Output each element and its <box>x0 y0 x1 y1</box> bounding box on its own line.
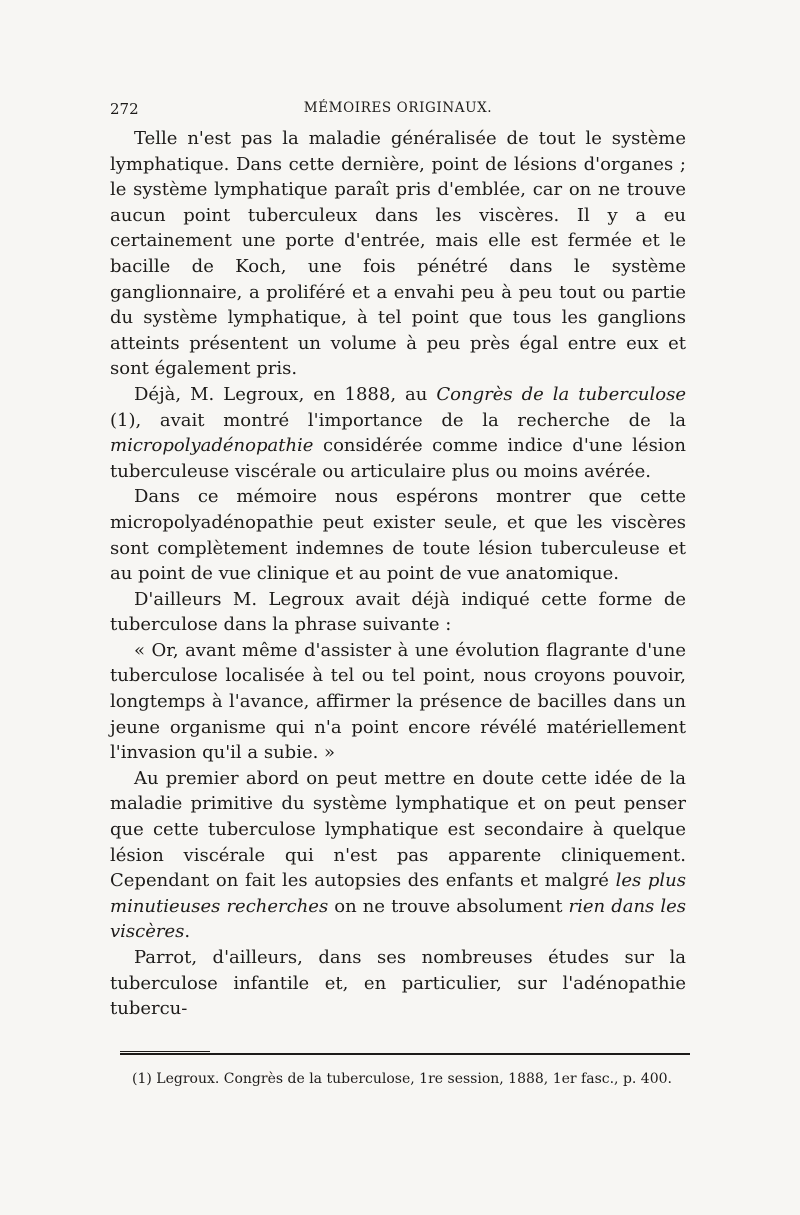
paragraph-2-text: considérée comme indice d'une lésion tuberculeuse viscérale ou articulaire plus ou moins avérée. <box>110 435 686 482</box>
paragraph-3: Dans ce mémoire nous espérons montrer que cette micropolyadénopathie peut exister seule, et que les viscères sont complètement indemnes de toute lésion tuberculeuse et au point de vue clinique et au point de vue anatomique. <box>110 486 686 585</box>
term-micropolyadenopathie: micropolyadénopathie <box>110 435 314 457</box>
paragraph-6-text: Au premier abord on peut mettre en doute cette idée de la maladie primitive du système lymphatique et on peut penser que cette tuberculose lymphatique est secondaire à quelque lésion viscérale qui n'est pas apparente cliniquement. Cependant on fait les autopsies des enfants et malgré <box>110 767 686 892</box>
paragraph-6-text: on ne trouve absolument <box>328 895 569 917</box>
page-number: 272 <box>110 100 139 118</box>
paragraph-2-text: (1), avait montré l'importance de la recherche de la <box>110 409 686 431</box>
paragraph-1: Telle n'est pas la maladie généralisée de tout le système lymphatique. Dans cette dernière, point de lésions d'organes ; le système lymphatique paraît pris d'emblée, car on ne trouve aucun point tuberculeux dans les viscères. Il y a eu certainement une porte d'entrée, mais elle est fermée et le bacille de Koch, une fois pénétré dans le système ganglionnaire, a proliféré et a envahi peu à peu tout ou partie du système lymphatique, à tel point que tous les ganglions atteints présentent un volume à peu près égal entre eux et sont également pris. <box>110 128 686 380</box>
emphasis-recherches: les plus minutieuses recherches <box>110 870 686 917</box>
running-title: MÉMOIRES ORIGINAUX. <box>303 100 493 116</box>
footnote-rule <box>120 1053 690 1055</box>
paragraph-4: D'ailleurs M. Legroux avait déjà indiqué cette forme de tuberculose dans la phrase suivante : <box>110 588 686 636</box>
footnote <box>110 1068 690 1090</box>
emphasis-visceres: rien dans les viscères <box>110 895 686 943</box>
footnote-text: (1) Legroux. Congrès de la tuberculose, 1re session, 1888, 1er fasc., p. 400. <box>132 1071 672 1087</box>
paragraph-7: Parrot, d'ailleurs, dans ses nombreuses études sur la tuberculose infantile et, en particulier, sur l'adénopathie tubercu- <box>110 947 686 1020</box>
paragraph-2 <box>110 382 686 484</box>
body-text <box>110 126 686 1022</box>
paragraph-2-text: Déjà, M. Legroux, en 1888, au <box>134 383 437 405</box>
running-head <box>110 100 686 124</box>
congress-title: Congrès de la tuberculose <box>436 383 686 405</box>
paragraph-6 <box>110 766 686 945</box>
quotation: « Or, avant même d'assister à une évolution flagrante d'une tuberculose localisée à tel ou tel point, nous croyons pouvoir, longtemps à l'avance, affirmer la présence de bacilles dans un jeune organisme qui n'a point encore révélé matériellement l'invasion qu'il a subie. » <box>110 639 686 764</box>
paragraph-6-text: . <box>184 921 191 943</box>
